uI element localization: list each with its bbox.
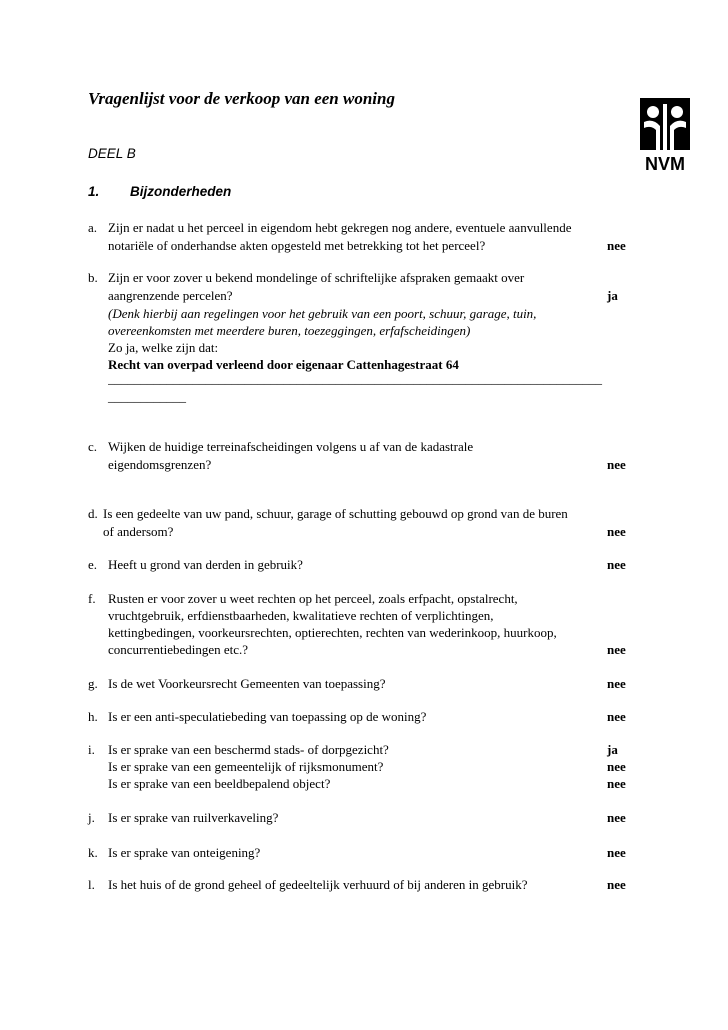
- question-text: Rusten er voor zover u weet rechten op het perceel, zoals erfpacht, opstalrecht,: [108, 591, 518, 606]
- question-text: Zijn er nadat u het perceel in eigendom hebt gekregen nog andere, eventuele aanvullende: [108, 220, 572, 235]
- answer: nee: [607, 845, 626, 860]
- question-text: Is een gedeelte van uw pand, schuur, garage of schutting gebouwd op grond van de buren: [103, 506, 568, 521]
- answer-rule: ____________________________________________________________________________: [108, 371, 602, 386]
- question-letter: f.: [88, 591, 96, 606]
- question-letter: i.: [88, 742, 95, 757]
- question-letter: g.: [88, 676, 98, 691]
- question-text: aangrenzende percelen?: [108, 288, 233, 303]
- question-letter: d.: [88, 506, 98, 521]
- response-text: Recht van overpad verleend door eigenaar Cattenhagestraat 64: [108, 357, 459, 372]
- question-letter: c.: [88, 439, 98, 454]
- question-note: (Denk hierbij aan regelingen voor het gebruik van een poort, schuur, garage, tuin,: [108, 306, 537, 321]
- question-text: eigendomsgrenzen?: [108, 457, 212, 472]
- question-text: Wijken de huidige terreinafscheidingen volgens u af van de kadastrale: [108, 439, 474, 454]
- question-text: vruchtgebruik, erfdienstbaarheden, kwalitatieve rechten of verplichtingen,: [108, 608, 494, 623]
- question-letter: b.: [88, 270, 98, 285]
- question-text: Heeft u grond van derden in gebruik?: [108, 557, 303, 572]
- question-text: Is het huis of de grond geheel of gedeeltelijk verhuurd of bij anderen in gebruik?: [108, 877, 528, 892]
- question-text: Zijn er voor zover u bekend mondelinge of schriftelijke afspraken gemaakt over: [108, 270, 525, 285]
- question-text: Is er sprake van een beschermd stads- of dorpgezicht?: [108, 742, 389, 757]
- document-title: Vragenlijst voor de verkoop van een woning: [88, 89, 395, 108]
- answer: nee: [607, 877, 626, 892]
- question-text: Is er sprake van een gemeentelijk of rijksmonument?: [108, 759, 384, 774]
- answer: nee: [607, 238, 626, 253]
- question-letter: e.: [88, 557, 98, 572]
- question-letter: j.: [88, 810, 95, 825]
- question-note: overeenkomsten met meerdere buren, toezeggingen, erfafscheidingen): [108, 323, 471, 338]
- answer: nee: [607, 776, 626, 791]
- followup-text: Zo ja, welke zijn dat:: [108, 340, 219, 355]
- part-label: DEEL B: [88, 146, 136, 161]
- answer: nee: [607, 524, 626, 539]
- question-text: Is er een anti-speculatiebeding van toepassing op de woning?: [108, 709, 427, 724]
- answer: nee: [607, 557, 626, 572]
- nvm-logo: [636, 96, 694, 174]
- question-text: of andersom?: [103, 524, 174, 539]
- answer: ja: [607, 742, 618, 757]
- answer-rule: ____________: [108, 389, 186, 404]
- question-letter: l.: [88, 877, 95, 892]
- answer: ja: [607, 288, 618, 303]
- answer: nee: [607, 709, 626, 724]
- answer: nee: [607, 759, 626, 774]
- question-letter: h.: [88, 709, 98, 724]
- answer: nee: [607, 457, 626, 472]
- section-title: Bijzonderheden: [130, 184, 232, 199]
- question-text: Is er sprake van onteigening?: [108, 845, 261, 860]
- answer: nee: [607, 642, 626, 657]
- question-text: Is er sprake van ruilverkaveling?: [108, 810, 279, 825]
- answer: nee: [607, 810, 626, 825]
- question-letter: k.: [88, 845, 98, 860]
- question-text: concurrentiebedingen etc.?: [108, 642, 249, 657]
- answer: nee: [607, 676, 626, 691]
- logo-text: NVM: [645, 154, 685, 174]
- question-text: kettingbedingen, voorkeursrechten, optierechten, rechten van wederinkoop, huurkoop,: [108, 625, 557, 640]
- question-letter: a.: [88, 220, 98, 235]
- section-number: 1.: [88, 184, 100, 199]
- question-text: Is de wet Voorkeursrecht Gemeenten van toepassing?: [108, 676, 386, 691]
- question-text: Is er sprake van een beeldbepalend object?: [108, 776, 331, 791]
- question-text: notariële of onderhandse akten opgesteld met betrekking tot het perceel?: [108, 238, 486, 253]
